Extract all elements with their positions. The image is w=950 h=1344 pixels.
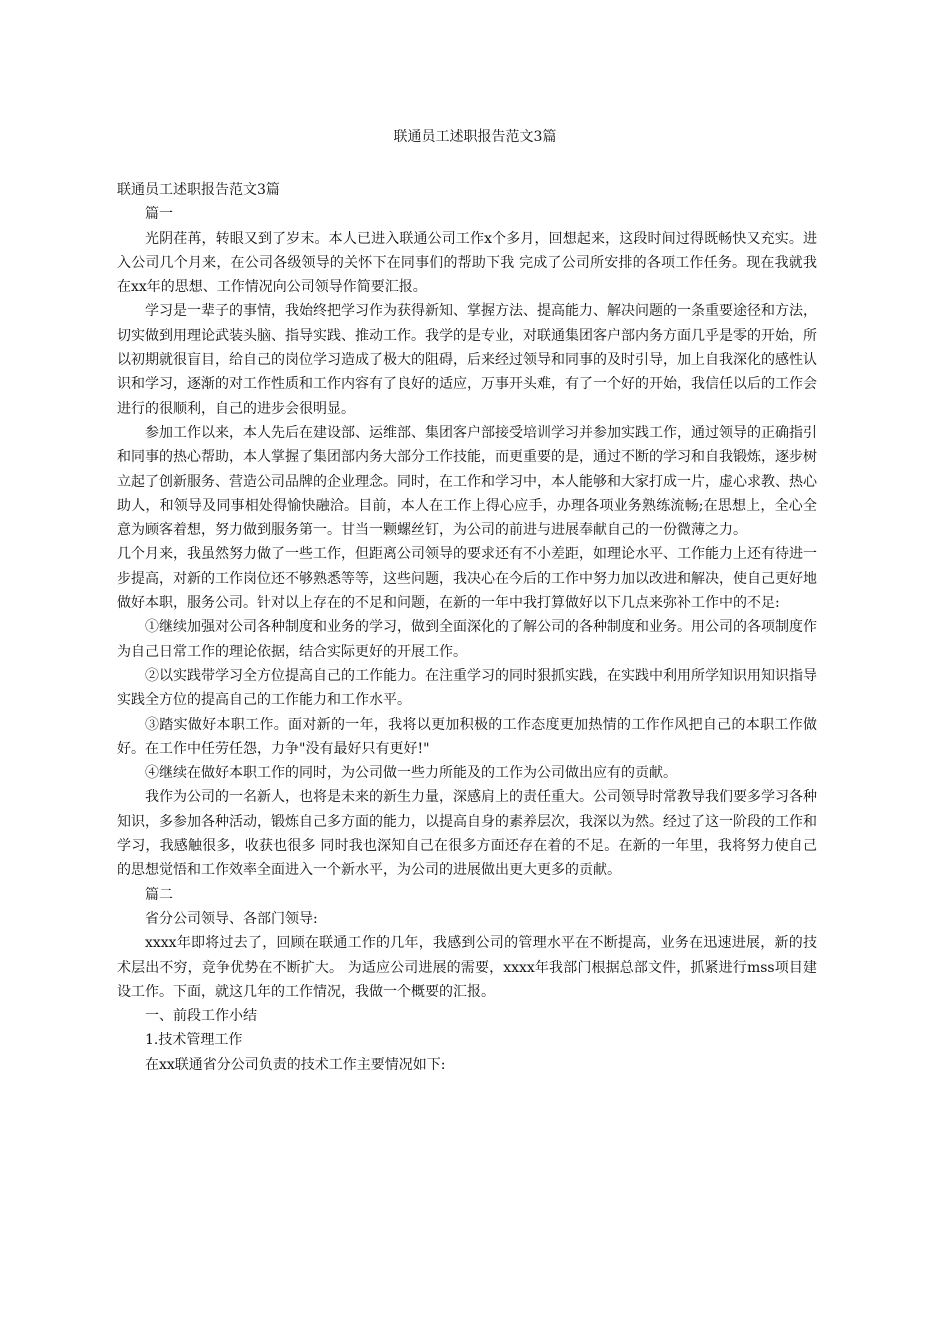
paragraph: 一、前段工作小结 <box>145 1008 257 1025</box>
paragraph: ②以实践带学习全方位提高自己的工作能力。在注重学习的同时狠抓实践，在实践中利用所学知识用知识指导实践全方位的提高自己的工作能力和工作水平。 <box>117 667 817 709</box>
paragraph: 在xx联通省分公司负责的技术工作主要情况如下: <box>145 1056 446 1073</box>
paragraph: 1.技术管理工作 <box>145 1032 243 1049</box>
paragraph: 联通员工述职报告范文3篇 <box>117 182 280 198</box>
paragraph: ④继续在做好本职工作的同时，为公司做一些力所能及的工作为公司做出应有的贡献。 <box>145 765 677 782</box>
paragraph: 参加工作以来，本人先后在建设部、运维部、集团客户部接受培训学习并参加实践工作，通过领导的正确指引和同事的热心帮助，本人掌握了集团部内务大部分工作技能，而更重要的是，通过不断的学习和自我锻炼，逐步树立起了创新服务、营造公司品牌的企业理念。同时，在工作和学习中，本人能够和大家打成一片，虚心求教、热心助人，和领导及同事相处得愉快融洽。目前，本人在工作上得心应手，办理各项业务熟练流畅;在思想上，全心全意为顾客着想，努力做到服务第一。甘当一颗螺丝钉，为公司的前进与进展奉献自己的一份微薄之力。 <box>117 424 817 539</box>
paragraph: 几个月来，我虽然努力做了一些工作，但距离公司领导的要求还有不小差距，如理论水平、工作能力上还有待进一步提高，对新的工作岗位还不够熟悉等等，这些问题，我决心在今后的工作中努力加以改进和解决，使自己更好地做好本职，服务公司。针对以上存在的不足和问题，在新的一年中我打算做好以下几点来弥补工作中的不足: <box>117 546 817 612</box>
paragraph: 篇二 <box>145 886 173 903</box>
paragraph: ③踏实做好本职工作。面对新的一年，我将以更加积极的工作态度更加热情的工作作风把自己的本职工作做好。在工作中任劳任怨，力争"没有最好只有更好!" <box>117 716 817 757</box>
page-title: 联通员工述职报告范文3篇 <box>393 129 557 145</box>
paragraph: 学习是一辈子的事情，我始终把学习作为获得新知、掌握方法、提高能力、解决问题的一条重要途径和方法，切实做到用理论武装头脑、指导实践、推动工作。我学的是专业，对联通集团客户部内务方面几乎是零的开始，所以初期就很盲目，给自己的岗位学习造成了极大的阻碍，后来经过领导和同事的及时引导，加上自我深化的感性认识和学习，逐渐的对工作性质和工作内容有了良好的适应，万事开头难，有了一个好的开始，我信任以后的工作会进行的很顺利，自己的进步会很明显。 <box>117 303 817 417</box>
paragraph: xxxx年即将过去了，回顾在联通工作的几年，我感到公司的管理水平在不断提高，业务在迅速进展，新的技术层出不穷，竞争优势在不断扩大。 为适应公司进展的需要，xxxx年我部门根据总部文件，抓紧进行mss项目建设工作。下面，就这几年的工作情况，我做一个概要的汇报。 <box>117 935 817 1000</box>
paragraph: 省分公司领导、各部门领导: <box>145 910 318 927</box>
paragraph: ①继续加强对公司各种制度和业务的学习，做到全面深化的了解公司的各种制度和业务。用公司的各项制度作为自己日常工作的理论依据，结合实际更好的开展工作。 <box>117 619 817 660</box>
paragraph: 光阴荏苒，转眼又到了岁末。本人已进入联通公司工作x个多月，回想起来，这段时间过得既畅快又充实。进入公司几个月来，在公司各级领导的关怀下在同事们的帮助下我 完成了公司所安排的各项工作任务。现在我就我在xx年的思想、工作情况向公司领导作简要汇报。 <box>117 230 817 296</box>
paragraph: 篇一 <box>145 206 173 223</box>
paragraph: 我作为公司的一名新人，也将是未来的新生力量，深感肩上的责任重大。公司领导时常教导我们要多学习各种知识，多参加各种活动，锻炼自己多方面的能力，以提高自身的素养层次，我深以为然。经过了这一阶段的工作和学习，我感触很多，收获也很多 同时我也深知自己在很多方面还存在着的不足。在新的一年里，我将努力使自己的思想觉悟和工作效率全面进入一个新水平，为公司的进展做出更大更多的贡献。 <box>117 789 817 879</box>
document-body <box>117 178 817 1077</box>
